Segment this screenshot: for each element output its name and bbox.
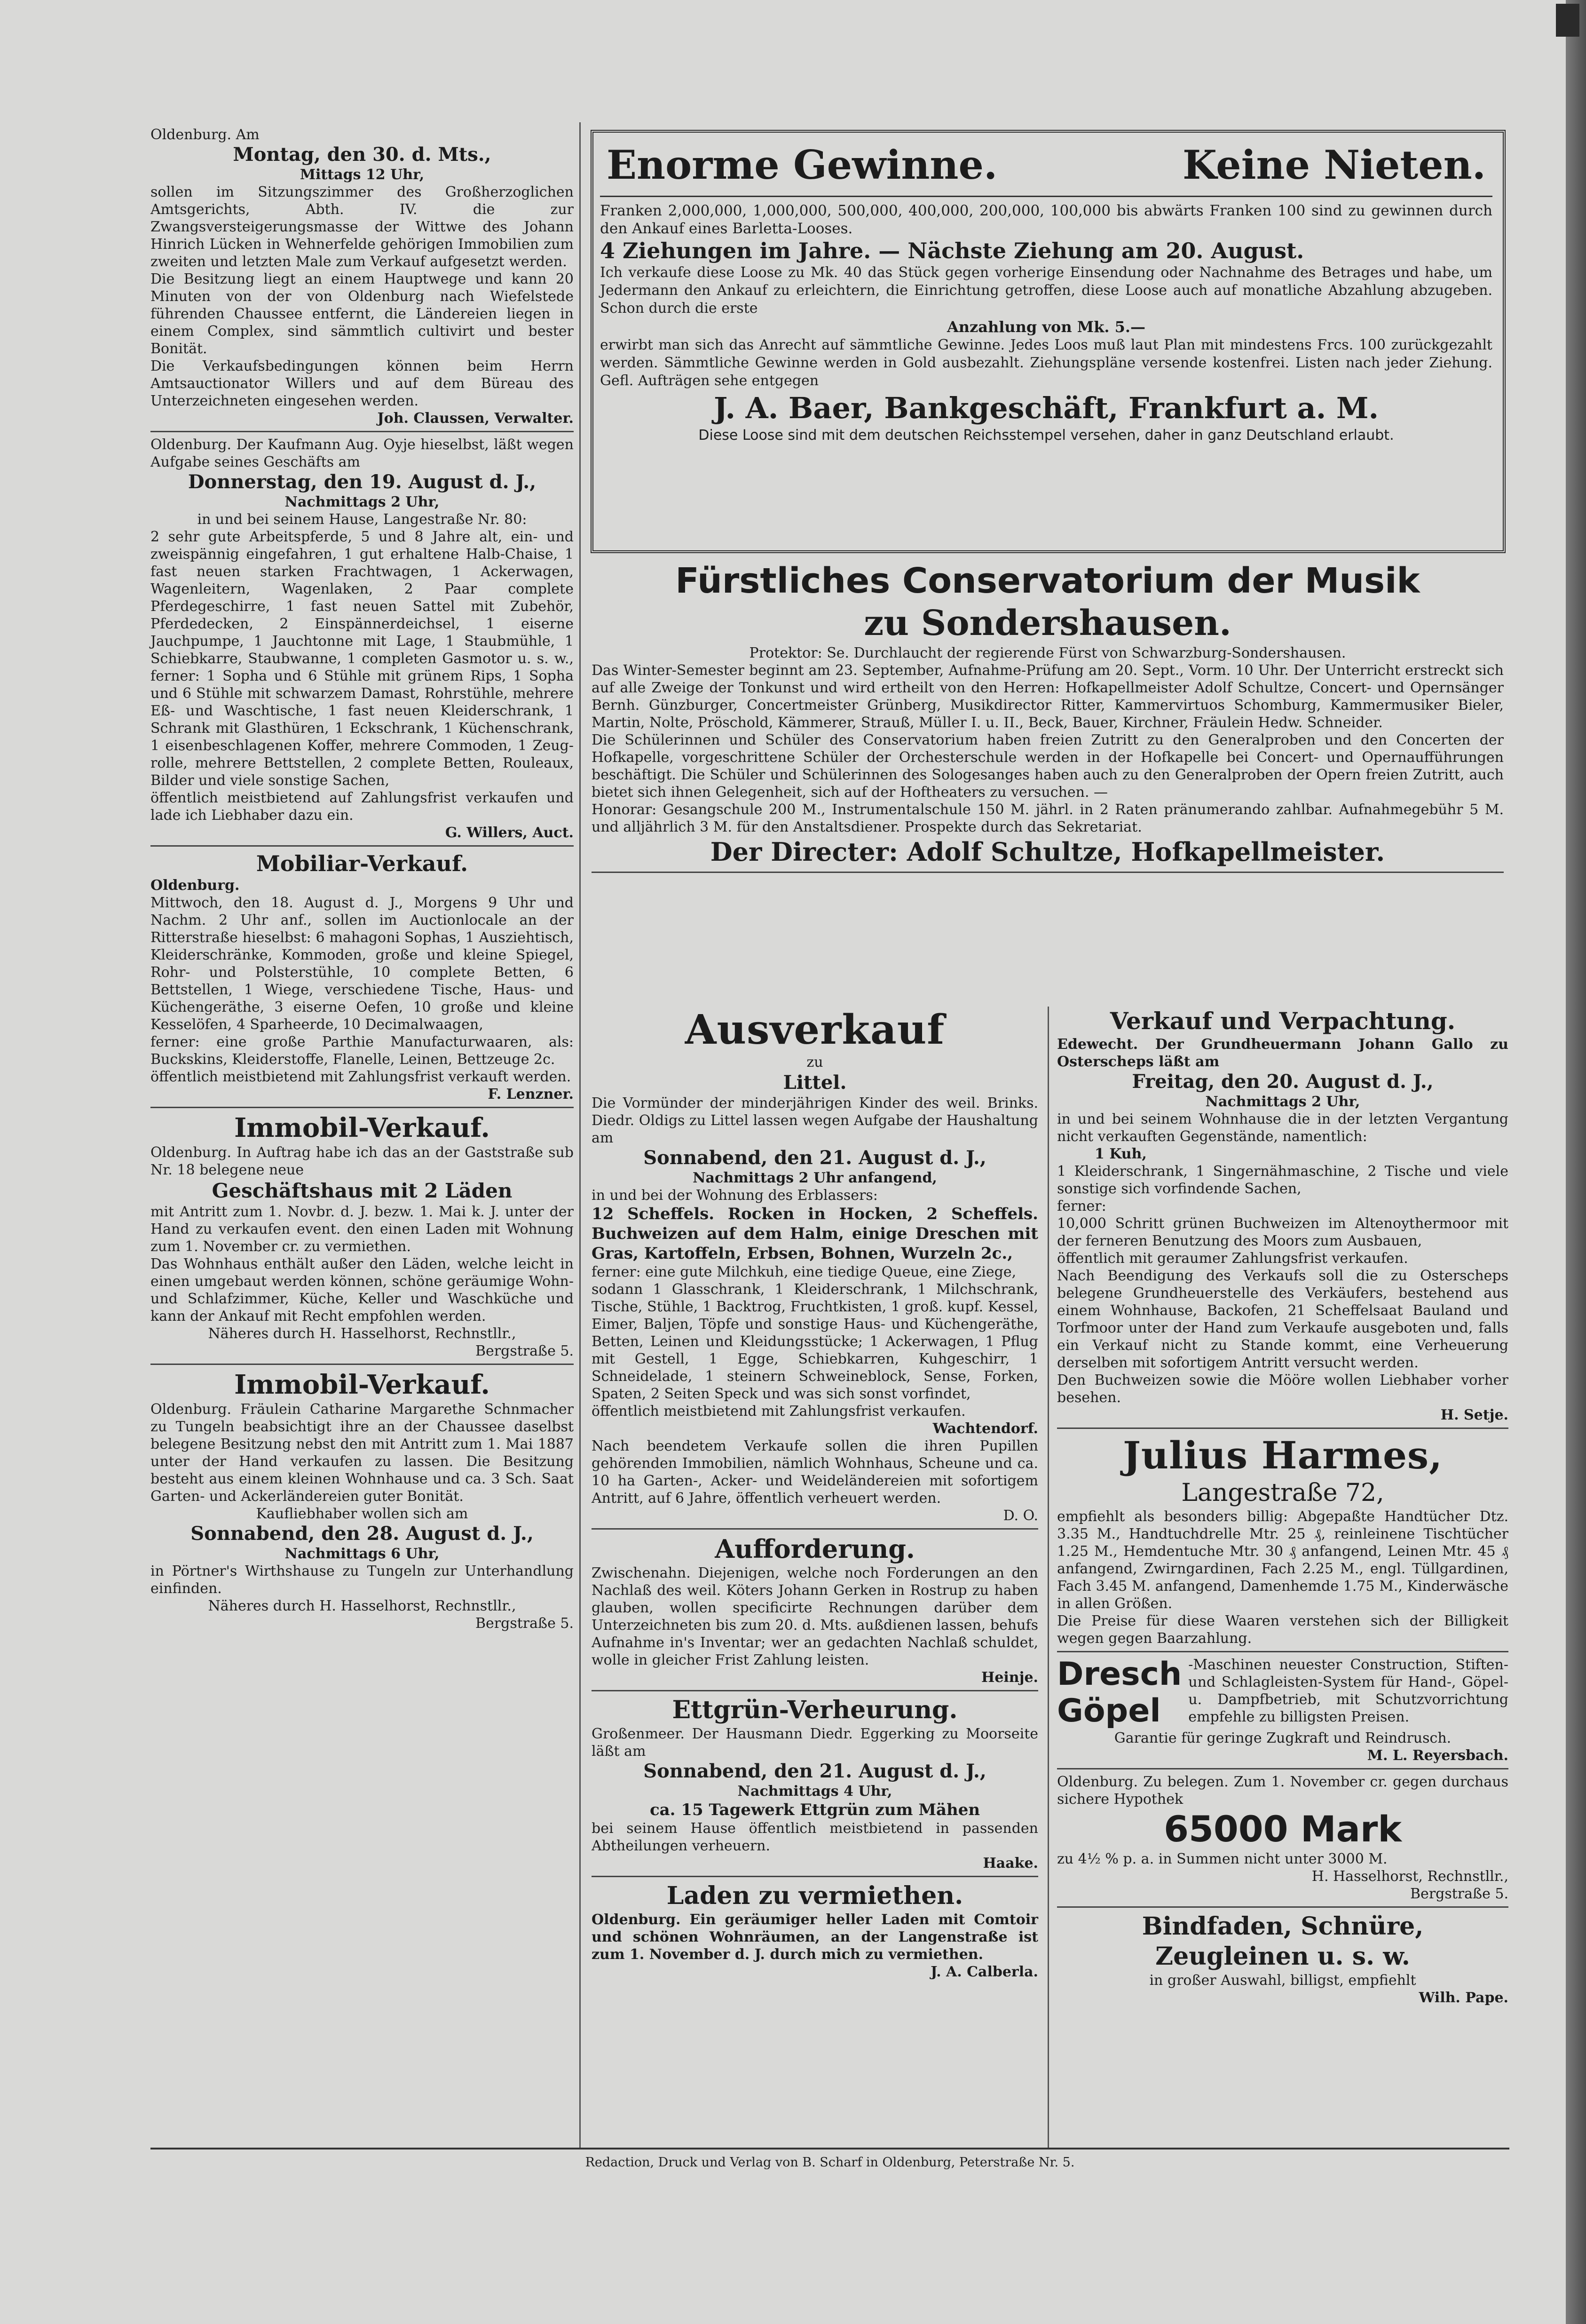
ad-signature: M. L. Reyersbach. (1367, 1747, 1508, 1764)
ad-body: zu 4½ % p. a. in Summen nicht unter 3000 M. (1057, 1851, 1388, 1867)
ad-body: 10,000 Schritt grünen Buchweizen im Altenoythermoor mit der ferneren Benutzung des Moors zum Ausbauen, (1057, 1215, 1508, 1249)
ad-body: Oldenburg. Zu belegen. Zum 1. November cr. gegen durchaus sichere Hypothek (1057, 1774, 1508, 1808)
ad-title: Ettgrün-Verheurung. (672, 1696, 958, 1724)
ad-immobil-verkauf-1 (150, 1112, 574, 1360)
lottery-deposit: Anzahlung von Mk. 5.— (947, 318, 1146, 336)
ad-signature: F. Lenzner. (488, 1086, 574, 1103)
ad-body: ferner: eine gute Milchkuh, eine tiedige Queue, eine Ziege, (592, 1264, 1017, 1280)
ad-body: in und bei seinem Wohnhause die in der letzten Vergantung nicht verkauften Gegenstände, namentlich: (1057, 1111, 1508, 1145)
conservatorium-protector: Protektor: Se. Durchlaucht der regierende Fürst von Schwarzburg-Sondershausen. (749, 645, 1346, 661)
divider (150, 845, 574, 847)
divider (592, 1690, 1038, 1691)
lottery-body: erwirbt man sich das Anrecht auf sämmtliche Gewinne. Jedes Loos muß laut Plan mit mindestens Frcs. 100 zurückgezahlt werden. Sämmtliche Gewinne werden in Gold ausbezahlt. Ziehungspläne versende kostenfrei. Listen nach jeder Ziehung. Gefl. Aufträgen sehe entgegen (600, 337, 1492, 389)
conservatorium-body: Die Schülerinnen und Schüler des Conservatorium haben freien Zutritt zu den Generalproben und den Concerten der Hofkapelle, vorgeschrittene Schüler der Orchesterschule werden in der Hofkapelle bei Concert- und Opernaufführungen beschäftigt. Die Schüler und Schülerinnen des Sologesanges haben auch zu den Generalproben der Opern freien Zutritt, auch bietet sich ihnen Gelegenheit, sich auf der Hoftheaters zu versuchen. — (592, 732, 1504, 801)
ad-big-word: Göpel (1057, 1692, 1161, 1729)
ad-body: in großer Auswahl, billigst, empfiehlt (1149, 1972, 1416, 1989)
ad-signature: Wachtendorf. (932, 1420, 1038, 1437)
ad-signature: J. A. Calberla. (931, 1964, 1038, 1980)
lottery-title (600, 139, 1492, 191)
ad-body: in und bei der Wohnung des Erblassers: (592, 1187, 878, 1204)
divider (1057, 1768, 1508, 1769)
ad-body: Nach Beendigung des Verkaufs soll die zu Osterscheps belegene Grundheuerstelle des Verkäufers, bestehend aus einem Wohnhause, Backofen, 21 Scheffelsaat Bauland und Torfmoor unter der Hand zum Verkaufe ausgeboten und, falls ein Verkauf nicht zu Stande kommt, eine Verheuerung derselben mit sofortigem Antritt versucht werden. (1057, 1268, 1508, 1371)
ad-body: Die Preise für diese Waaren verstehen sich der Billigkeit wegen gegen Baarzahlung. (1057, 1613, 1508, 1647)
ad-ettgruen (592, 1695, 1038, 1872)
ad-julius-harmes (1057, 1433, 1508, 1647)
ad-montag-versteigerung (150, 126, 574, 427)
ad-title: Laden zu vermiethen. (666, 1881, 963, 1910)
ad-address: Langestraße 72, (1181, 1479, 1384, 1507)
ad-title: Bindfaden, Schnüre, (1142, 1912, 1424, 1941)
divider (1057, 1906, 1508, 1908)
conservatorium-fees: Honorar: Gesangschule 200 M., Instrumentalschule 150 M. jährl. in 2 Raten pränumerando zahlbar. Aufnahmegebühr 5 M. und alljährlich 3 M. für den Anstaltsdiener. Prospekte durch das Sekretariat. (592, 801, 1504, 835)
ad-body: öffentlich meistbietend mit Zahlungsfrist verkauft werden. (150, 1069, 571, 1085)
ad-bindfaden (1057, 1912, 1508, 2007)
ad-big-word: Dresch (1057, 1656, 1182, 1693)
ad-laden-vermiethen (592, 1881, 1038, 1981)
ad-sub: zu (806, 1054, 823, 1071)
ad-address: Bergstraße 5. (475, 1615, 574, 1632)
footer-rule (150, 2148, 1509, 2150)
ad-body: 1 Kleiderschrank, 1 Singernähmaschine, 2 Tische und viele sonstige sich vorfindende Sachen, (1057, 1163, 1508, 1197)
ad-aufforderung (592, 1533, 1038, 1686)
column-a (150, 126, 574, 1632)
divider (150, 431, 574, 432)
ad-body: ferner: eine große Parthie Manufacturwaaren, als: Buckskins, Kleiderstoffe, Flanelle, Leinen, Bettzeuge 2c. (150, 1034, 574, 1068)
ad-title: Zeugleinen u. s. w. (1155, 1942, 1410, 1971)
ad-body: bei seinem Hause öffentlich meistbietend in passenden Abtheilungen verheuern. (592, 1820, 1038, 1854)
ad-immobil-verkauf-2 (150, 1369, 574, 1632)
ad-body: Zwischenahn. Diejenigen, welche noch Forderungen an den Nachlaß des weil. Köters Johann Gerken in Rostrup zu haben glauben, wollen specificirte Rechnungen darüber dem Unterzeichneten bis zum 20. d. Mts. außdienen lassen, behufs Aufnahme in's Inventar; wer an gedachten Nachlaß schuldet, wolle in gleicher Frist Zahlung leisten. (592, 1565, 1038, 1668)
ad-signature: D. O. (1003, 1507, 1038, 1524)
column-b (592, 1007, 1038, 1981)
ad-body: Mittwoch, den 18. August d. J., Morgens 9 Uhr und Nachm. 2 Uhr anf., sollen im Auctionlocale an der Ritterstraße hieselbst: 6 mahagoni Sophas, 1 Ausziehtisch, Kleiderschränke, Kommoden, große und kleine Spiegel, Rohr- und Polsterstühle, 10 complete Betten, 6 Bettstellen, 1 Wiege, verschiedene Tische, Haus- und Küchengeräthe, 3 eiserne Oefen, 10 große und kleine Kesselöfen, 4 Sparheerde, 10 Decimalwaagen, (150, 895, 574, 1033)
conservatorium-director: Der Directer: Adolf Schultze, Hofkapellmeister. (710, 837, 1385, 867)
ad-body: öffentlich meistbietend mit Zahlungsfrist verkaufen. (592, 1403, 966, 1420)
lottery-draws: 4 Ziehungen im Jahre. — Nächste Ziehung am 20. August. (600, 238, 1304, 263)
divider (150, 1107, 574, 1108)
ad-time: Nachmittags 2 Uhr anfangend, (693, 1170, 937, 1186)
ad-date: Sonnabend, den 21. August d. J., (643, 1760, 986, 1782)
ad-title: Aufforderung. (715, 1534, 915, 1564)
ad-items: 12 Scheffels. Rocken in Hocken, 2 Scheffels. Buchweizen auf dem Halm, einige Dreschen mit Gras, Kartoffeln, Erbsen, Bohnen, Wurzeln 2c., (592, 1205, 1038, 1263)
ad-body: Großenmeer. Der Hausmann Diedr. Eggerking zu Moorseite läßt am (592, 1726, 1038, 1760)
ad-body: ferner: (1057, 1198, 1106, 1214)
ad-oyje-verkauf (150, 436, 574, 841)
ad-title: Ausverkauf (685, 1006, 945, 1054)
ad-mobiliar-verkauf (150, 850, 574, 1103)
ad-ausverkauf (592, 1007, 1038, 1524)
ad-amount: 65000 Mark (1164, 1808, 1402, 1850)
ad-title: Mobiliar-Verkauf. (256, 851, 468, 876)
ad-headline: ca. 15 Tagewerk Ettgrün zum Mähen (649, 1801, 980, 1819)
lottery-banker: J. A. Baer, Bankgeschäft, Frankfurt a. M. (713, 391, 1379, 425)
ad-signature: Heinje. (981, 1669, 1038, 1686)
ad-title: Immobil-Verkauf. (234, 1369, 490, 1400)
ad-signature: Haake. (983, 1855, 1038, 1872)
ad-time: Mittags 12 Uhr, (300, 167, 425, 183)
ad-verkauf-verpachtung (1057, 1007, 1508, 1424)
ad-body: in und bei seinem Hause, Langestraße Nr. 80: (197, 511, 527, 528)
ad-body: -Maschinen neuester Construction, Stiften- und Schlagleisten-System für Hand-, Göpel- u. Dampfbetrieb, mit Schutzvorrichtung empfehle zu billigsten Preisen. (1188, 1657, 1508, 1725)
ad-body: Die Verkaufsbedingungen können beim Herrn Amtsauctionator Willers und auf dem Büreau des Unterzeichneten eingesehen werden. (150, 358, 574, 409)
ad-address: Bergstraße 5. (1410, 1886, 1508, 1902)
ad-date: Sonnabend, den 21. August d. J., (643, 1147, 986, 1169)
ad-signature: H. Setje. (1440, 1407, 1508, 1423)
ad-date: Montag, den 30. d. Mts., (233, 143, 491, 166)
ad-signature: Wilh. Pape. (1419, 1990, 1508, 2006)
ad-date: Sonnabend, den 28. August d. J., (190, 1523, 534, 1545)
divider (592, 1876, 1038, 1877)
ad-signature: G. Willers, Auct. (445, 825, 574, 841)
ad-time: Nachmittags 2 Uhr, (284, 494, 440, 510)
lottery-ad (600, 139, 1492, 444)
ad-body: sollen im Sitzungszimmer des Großherzoglichen Amtsgerichts, Abth. IV. die zur Zwangsversteigerungsmasse der Wittwe des Johann Hinrich Lücken in Wehnerfelde gehörigen Immobilien zum zweiten und letzten Male zum Verkauf aufgesetzt werden. (150, 184, 574, 270)
ad-contact: Näheres durch H. Hasselhorst, Rechnstllr., (208, 1325, 516, 1342)
ad-body: Oldenburg. Ein geräumiger heller Laden mit Comtoir und schönen Wohnräumen, an der Langenstraße ist zum 1. November d. J. durch mich zu vermiethen. (592, 1912, 1038, 1963)
ad-dresch-big (1057, 1656, 1182, 1729)
page-edge (1566, 0, 1586, 2324)
divider (1057, 1428, 1508, 1429)
ad-body: Das Wohnhaus enthält außer den Läden, welche leicht in einen umgebaut werden können, schöne geräumige Wohn- und Schlafzimmer, Küche, Keller und Waschküche und kann der Ankauf mit Recht empfohlen werden. (150, 1256, 574, 1325)
divider (600, 196, 1492, 197)
lottery-title-left: Enorme Gewinne. (607, 142, 998, 188)
divider (1057, 1651, 1508, 1652)
lottery-note: Diese Loose sind mit dem deutschen Reichsstempel versehen, daher in ganz Deutschland erlaubt. (698, 427, 1394, 444)
ad-body: Garantie für geringe Zugkraft und Reindrusch. (1114, 1730, 1452, 1746)
ad-title: Verkauf und Verpachtung. (1110, 1007, 1456, 1035)
ad-dresch-goepel (1057, 1656, 1508, 1764)
ad-body: Die Vormünder der minderjährigen Kinder des weil. Brinks. Diedr. Oldigs zu Littel lassen wegen Aufgabe der Haushaltung am (592, 1095, 1038, 1146)
ad-title: Immobil-Verkauf. (234, 1112, 490, 1143)
ad-line: Oldenburg. Am (150, 127, 260, 143)
ad-line: Oldenburg. Der Kaufmann Aug. Oyje hieselbst, läßt wegen Aufgabe seines Geschäfts am (150, 436, 574, 470)
ad-signature: Joh. Claussen, Verwalter. (377, 410, 574, 427)
ad-contact: H. Hasselhorst, Rechnstllr., (1311, 1868, 1508, 1885)
ad-headline: Geschäftshaus mit 2 Läden (212, 1179, 513, 1202)
divider (150, 1364, 574, 1365)
ad-contact: Näheres durch H. Hasselhorst, Rechnstllr., (208, 1598, 516, 1614)
ad-time: Nachmittags 6 Uhr, (284, 1546, 440, 1562)
ad-title: Julius Harmes, (1123, 1433, 1443, 1477)
ad-address: Bergstraße 5. (475, 1343, 574, 1359)
lottery-prizes: Franken 2,000,000, 1,000,000, 500,000, 400,000, 200,000, 100,000 bis abwärts Franken 100 sind zu gewinnen durch den Ankauf eines Barletta-Looses. (600, 202, 1492, 237)
footer-imprint: Redaction, Druck und Verlag von B. Scharf in Oldenburg, Peterstraße Nr. 5. (585, 2155, 1075, 2170)
ad-body: mit Antritt zum 1. Novbr. d. J. bezw. 1. Mai k. J. unter der Hand zu verkaufen event. den einen Laden mit Wohnung zum 1. November cr. zu vermiethen. (150, 1204, 574, 1255)
ad-body: 2 sehr gute Arbeitspferde, 5 und 8 Jahre alt, ein- und zweispännig eingefahren, 1 gut erhaltene Halb-Chaise, 1 fast neuen starken Frachtwagen, 1 Ackerwagen, Wagenleitern, Wagenlaken, 2 Paar complete Pferdegeschirre, 1 fast neuen Sattel mit Zubehör, Pferdedecken, 2 Einspännerdeichsel, 1 eiserne Jauchpumpe, 1 Jauchtonne mit Lage, 1 Staubmühle, 1 Schiebkarre, Staubwanne, 1 completen Gasmotor u. s. w., ferner: 1 Sopha und 6 Stühle mit grünem Rips, 1 Sopha und 6 Stühle mit schwarzem Damast, Rohrstühle, mehrere Eß- und Waschtische, 1 fast neuen Kleiderschrank, 1 Schrank mit Glasthüren, 1 Eckschrank, 1 Küchenschrank, 1 eisenbeschlagenen Koffer, mehrere Commoden, 1 Zeugrolle, mehrere Bettstellen, 2 complete Betten, Rouleaux, Bilder und viele sonstige Sachen, (150, 529, 574, 789)
ad-body: in Pörtner's Wirthshause zu Tungeln zur Unterhandlung einfinden. (150, 1563, 574, 1597)
ad-dresch-block (1057, 1656, 1508, 1729)
ad-line: Oldenburg. In Auftrag habe ich das an der Gaststraße sub Nr. 18 belegene neue (150, 1144, 574, 1178)
ad-date: Donnerstag, den 19. August d. J., (188, 471, 537, 493)
corner-tab (1556, 4, 1579, 37)
ad-place: Littel. (783, 1071, 847, 1094)
ad-body: Die Besitzung liegt an einem Hauptwege und kann 20 Minuten von der von Oldenburg nach Wiefelstede führenden Chaussee entfernt, die Ländereien liegen in einem Complex, sind sämmtlich cultivirt und bester Bonität. (150, 271, 574, 357)
ad-hypothek (1057, 1773, 1508, 1903)
ad-line: Edewecht. Der Grundheuermann Johann Gallo zu Osterscheps läßt am (1057, 1036, 1508, 1070)
lottery-title-right: Keine Nieten. (1183, 142, 1486, 188)
ad-body: öffentlich mit geraumer Zahlungsfrist verkaufen. (1057, 1250, 1408, 1267)
conservatorium-title: Fürstliches Conservatorium der Musik (675, 561, 1420, 601)
ad-item: 1 Kuh, (1095, 1146, 1147, 1162)
conservatorium-ad (592, 560, 1504, 873)
ad-line: Oldenburg. (150, 877, 240, 894)
ad-line: Kaufliebhaber wollen sich am (256, 1506, 468, 1522)
divider (592, 1528, 1038, 1530)
column-rule-right (1048, 1007, 1049, 2150)
ad-body: Den Buchweizen sowie die Mööre wollen Liebhaber vorher besehen. (1057, 1372, 1508, 1406)
column-c (1057, 1007, 1508, 2007)
ad-date: Freitag, den 20. August d. J., (1132, 1071, 1434, 1093)
ad-body: Oldenburg. Fräulein Catharine Margarethe Schnmacher zu Tungeln beabsichtigt ihre an der Chaussee daselbst belegene Besitzung nebst den mit Antritt zum 1. Mai 1887 unter der Hand verkaufen zu lassen. Die Besitzung besteht aus einem kleinen Wohnhause und ca. 3 Sch. Saat Garten- und Ackerländereien guter Bonität. (150, 1401, 574, 1505)
ad-body: empfiehlt als besonders billig: Abgepaßte Handtücher Dtz. 3.35 M., Handtuchdrelle Mtr. 25 ₰, reinleinene Tischtücher 1.25 M., Hemdentuche Mtr. 30 ₰ anfangend, Leinen Mtr. 45 ₰ anfangend, Zwirngardinen, Fach 2.25 M., engl. Tüllgardinen, Fach 3.45 M. anfangend, Damenhemde 1.75 M., Kinderwäsche in allen Größen. (1057, 1508, 1508, 1612)
ad-body: sodann 1 Glasschrank, 1 Kleiderschrank, 1 Milchschrank, Tische, Stühle, 1 Backtrog, Fruchtkisten, 1 groß. kupf. Kessel, Eimer, Baljen, Töpfe und sonstige Haus- und Küchengeräthe, Betten, Leinen und Kleidungsstücke; 1 Ackerwagen, 1 Pflug mit Gestell, 1 Egge, Schiebkarren, Kuhgeschirr, 1 Schneidelade, 1 steinern Schweineblock, Sense, Forken, Spaten, 2 Seiten Speck und was sich sonst vorfindet, (592, 1281, 1038, 1402)
conservatorium-subtitle: zu Sondershausen. (864, 603, 1231, 643)
ad-body: Nach beendetem Verkaufe sollen die ihren Pupillen gehörenden Immobilien, nämlich Wohnhaus, Scheune und ca. 10 ha Garten-, Acker- und Weideländereien mit sofortigem Antritt, auf 6 Jahre, öffentlich verheuert werden. (592, 1438, 1038, 1507)
ad-time: Nachmittags 4 Uhr, (737, 1783, 892, 1800)
ad-time: Nachmittags 2 Uhr, (1205, 1094, 1360, 1110)
conservatorium-body: Das Winter-Semester beginnt am 23. September, Aufnahme-Prüfung am 20. Sept., Vorm. 10 Uhr. Der Unterricht erstreckt sich auf alle Zweige der Tonkunst und wird ertheilt von den Herren: Hofkapellmeister Adolf Schultze, Concert- und Opernsänger Bernh. Günzburger, Concertmeister Grünberg, Musikdirector Ritter, Kammervirtuos Schomburg, Kammermusiker Bieler, Martin, Nolte, Pröschold, Kämmerer, Strauß, Müller I. u. II., Beck, Bauer, Kirchner, Fräulein Hedw. Schneider. (592, 662, 1504, 731)
column-rule-left (579, 122, 581, 2150)
lottery-body: Ich verkaufe diese Loose zu Mk. 40 das Stück gegen vorherige Einsendung oder Nachnahme des Betrages und habe, um Jedermann den Ankauf zu erleichtern, die Einrichtung getroffen, diese Loose auch auf monatliche Abzahlung abzugeben. Schon durch die erste (600, 264, 1492, 317)
divider (592, 872, 1504, 873)
ad-body: öffentlich meistbietend auf Zahlungsfrist verkaufen und lade ich Liebhaber dazu ein. (150, 790, 574, 824)
